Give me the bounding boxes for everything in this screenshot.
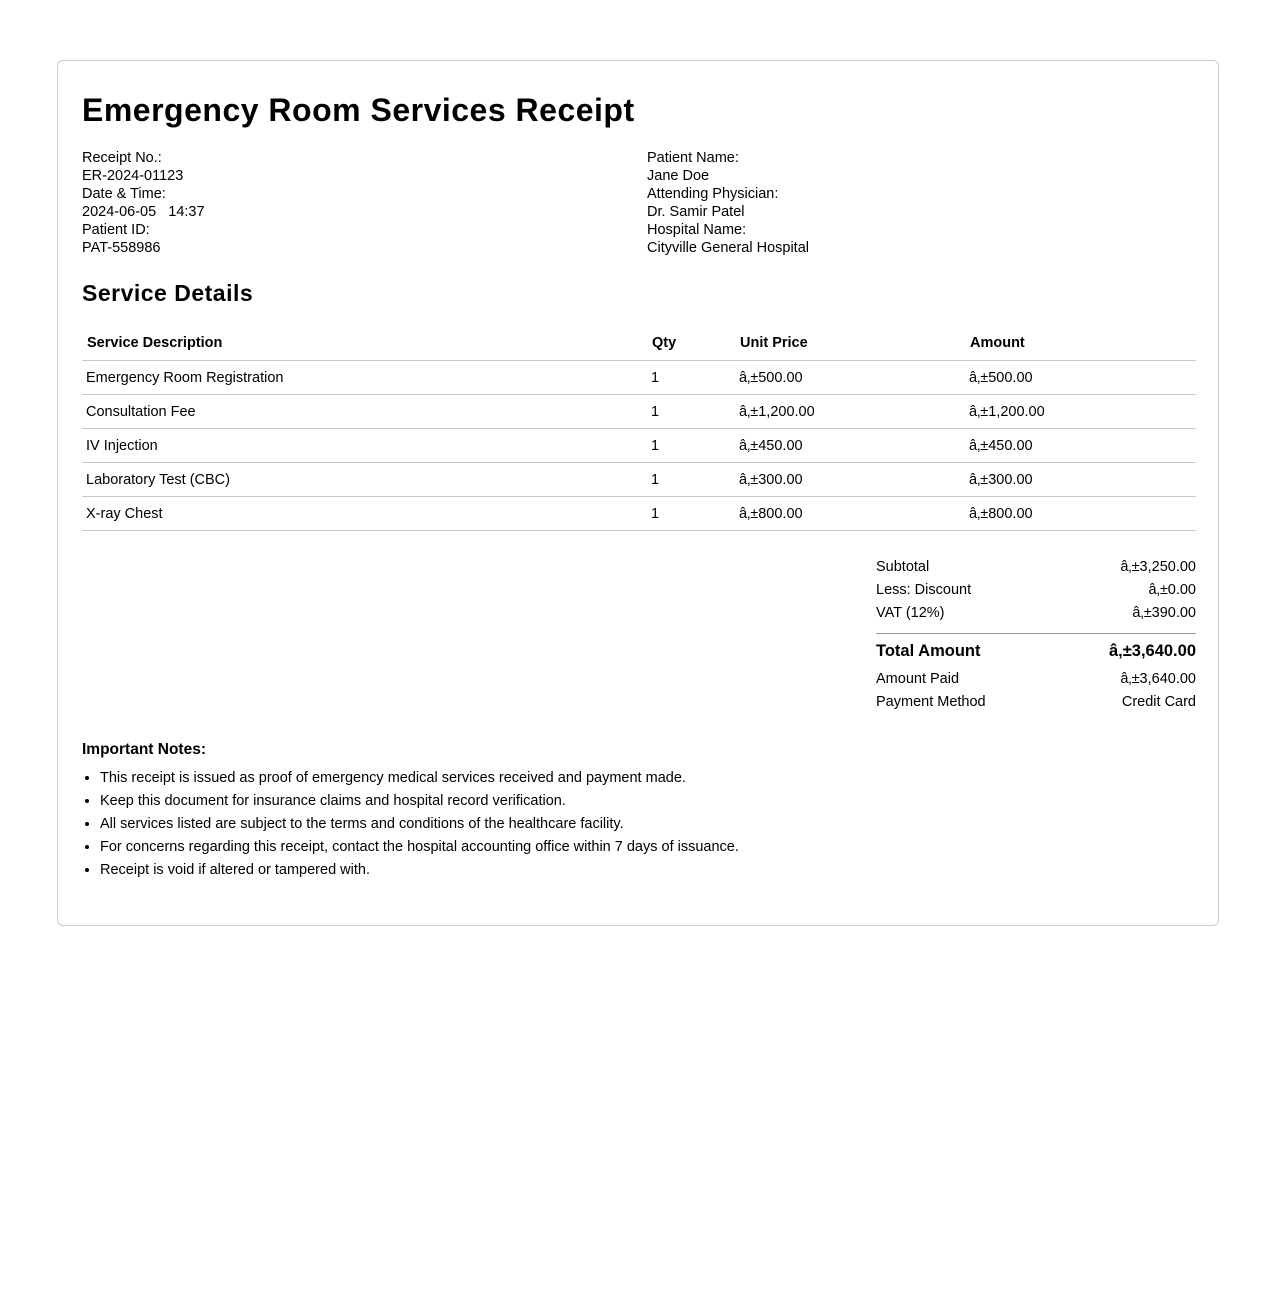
cell-description: Consultation Fee xyxy=(82,395,647,429)
cell-qty: 1 xyxy=(647,497,735,531)
payment-method-label: Payment Method xyxy=(876,694,986,710)
amount-paid-value: â‚±3,640.00 xyxy=(1120,671,1196,687)
table-row xyxy=(82,497,1196,531)
cell-amount: â‚±500.00 xyxy=(965,361,1196,395)
table-row xyxy=(82,361,1196,395)
list-item: • Receipt is void if altered or tampered with. xyxy=(100,859,739,882)
table-row xyxy=(82,463,1196,497)
total-row xyxy=(876,633,1196,668)
subtotal-label: Subtotal xyxy=(876,559,930,575)
cell-unit-price: â‚±500.00 xyxy=(735,361,965,395)
page-title: Emergency Room Services Receipt xyxy=(82,92,635,128)
cell-unit-price: â‚±450.00 xyxy=(735,429,965,463)
important-notes-title: Important Notes: xyxy=(82,741,206,758)
important-notes-list xyxy=(82,767,739,882)
cell-unit-price: â‚±1,200.00 xyxy=(735,395,965,429)
discount-row xyxy=(876,579,1196,602)
subtotal-row xyxy=(876,556,1196,579)
cell-qty: 1 xyxy=(647,429,735,463)
payment-method-value: Credit Card xyxy=(1121,694,1196,710)
patient-id-label: Patient ID: xyxy=(82,222,150,238)
total-label: Total Amount xyxy=(876,642,981,660)
list-item: • All services listed are subject to the terms and conditions of the healthcare facility. xyxy=(100,813,739,836)
cell-description: Laboratory Test (CBC) xyxy=(82,463,647,497)
column-header-amount: Amount xyxy=(965,325,1196,361)
cell-qty: 1 xyxy=(647,463,735,497)
cell-description: Emergency Room Registration xyxy=(82,361,647,395)
hospital-value: Cityville General Hospital xyxy=(647,240,809,256)
datetime-value: 2024-06-05 14:37 xyxy=(82,204,205,220)
subtotal-value: â‚±3,250.00 xyxy=(1120,559,1196,575)
vat-label: VAT (12%) xyxy=(876,605,945,621)
column-header-description: Service Description xyxy=(82,325,647,361)
receipt-no-value: ER-2024-01123 xyxy=(82,168,184,184)
cell-amount: â‚±450.00 xyxy=(965,429,1196,463)
cell-unit-price: â‚±300.00 xyxy=(735,463,965,497)
datetime-label: Date & Time: xyxy=(82,186,166,202)
service-table-header xyxy=(82,325,1196,361)
vat-row xyxy=(876,602,1196,625)
column-header-qty: Qty xyxy=(647,325,735,361)
receipt-card xyxy=(57,60,1219,926)
list-item: • For concerns regarding this receipt, contact the hospital accounting office within 7 days of issuance. xyxy=(100,836,739,859)
cell-amount: â‚±800.00 xyxy=(965,497,1196,531)
cell-qty: 1 xyxy=(647,361,735,395)
amount-paid-label: Amount Paid xyxy=(876,671,960,687)
service-details-heading: Service Details xyxy=(82,280,254,306)
discount-value: â‚±0.00 xyxy=(1148,582,1196,598)
discount-label: Less: Discount xyxy=(876,582,972,598)
payment-summary xyxy=(876,556,1196,714)
payment-method-row xyxy=(876,691,1196,714)
receipt-no-label: Receipt No.: xyxy=(82,150,162,166)
column-header-unit-price: Unit Price xyxy=(735,325,965,361)
table-row xyxy=(82,429,1196,463)
cell-description: X-ray Chest xyxy=(82,497,647,531)
list-item: • This receipt is issued as proof of emergency medical services received and payment made. xyxy=(100,767,739,790)
total-value: â‚±3,640.00 xyxy=(1108,642,1196,660)
patient-id-value: PAT-558986 xyxy=(82,240,161,256)
cell-unit-price: â‚±800.00 xyxy=(735,497,965,531)
patient-name-value: Jane Doe xyxy=(647,168,710,184)
meta-right-column xyxy=(647,149,809,257)
meta-left-column xyxy=(82,149,205,257)
vat-value: â‚±390.00 xyxy=(1132,605,1196,621)
cell-description: IV Injection xyxy=(82,429,647,463)
cell-amount: â‚±1,200.00 xyxy=(965,395,1196,429)
hospital-label: Hospital Name: xyxy=(647,222,747,238)
list-item: • Keep this document for insurance claims and hospital record verification. xyxy=(100,790,739,813)
cell-qty: 1 xyxy=(647,395,735,429)
patient-name-label: Patient Name: xyxy=(647,150,739,166)
physician-value: Dr. Samir Patel xyxy=(647,204,745,220)
physician-label: Attending Physician: xyxy=(647,186,779,202)
service-table xyxy=(82,325,1196,531)
table-row xyxy=(82,395,1196,429)
cell-amount: â‚±300.00 xyxy=(965,463,1196,497)
amount-paid-row xyxy=(876,668,1196,691)
